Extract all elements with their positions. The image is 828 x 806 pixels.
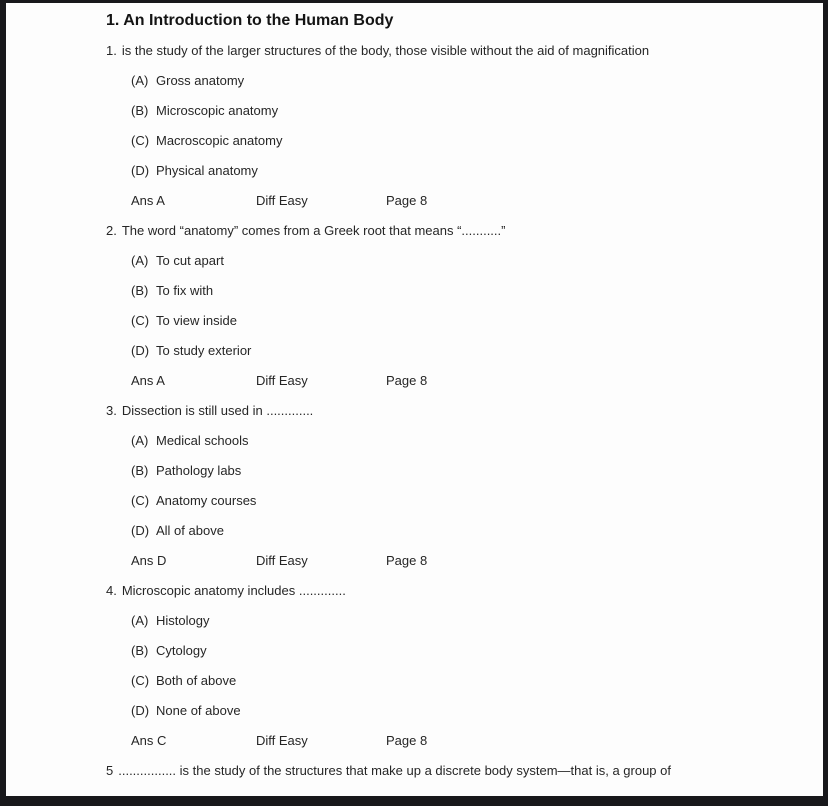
question-number: 1.: [106, 43, 117, 58]
option-row: [6, 66, 823, 96]
option-label: (A): [131, 613, 149, 628]
answer-label: Ans A: [131, 373, 165, 388]
option-row: [6, 246, 823, 276]
option-label: (B): [131, 643, 149, 658]
option-label: (D): [131, 163, 150, 178]
option-text: All of above: [156, 523, 224, 538]
question-text: Microscopic anatomy includes .............: [121, 583, 346, 598]
option-row: [6, 636, 823, 666]
answer-meta-row: [6, 546, 823, 576]
option-text: Pathology labs: [156, 463, 242, 478]
option-text: Medical schools: [156, 433, 249, 448]
question-number: 2.: [106, 223, 117, 238]
option-row: [6, 156, 823, 186]
question-text: The word “anatomy” comes from a Greek root that means “...........”: [121, 223, 506, 238]
option-text: To view inside: [156, 313, 237, 328]
question-number: 3.: [106, 403, 117, 418]
difficulty-label: Diff Easy: [256, 193, 308, 208]
question-line: [6, 756, 823, 786]
page-ref-label: Page 8: [386, 373, 428, 388]
difficulty-label: Diff Easy: [256, 373, 308, 388]
option-row: [6, 426, 823, 456]
option-text: To study exterior: [156, 343, 252, 358]
question-line: [6, 216, 823, 246]
option-label: (B): [131, 283, 149, 298]
question-block: [6, 756, 823, 786]
question-line: [6, 36, 823, 66]
option-row: [6, 336, 823, 366]
option-text: Both of above: [156, 673, 237, 688]
question-text: is the study of the larger structures of the body, those visible without the aid of magnification: [121, 43, 650, 58]
option-text: Macroscopic anatomy: [156, 133, 283, 148]
page-ref-label: Page 8: [386, 733, 428, 748]
option-row: [6, 276, 823, 306]
option-label: (C): [131, 313, 150, 328]
answer-label: Ans D: [131, 553, 167, 568]
option-row: [6, 516, 823, 546]
answer-label: Ans A: [131, 193, 165, 208]
option-text: Microscopic anatomy: [156, 103, 279, 118]
option-label: (D): [131, 703, 150, 718]
option-text: Gross anatomy: [156, 73, 245, 88]
document-page: [6, 3, 823, 796]
option-label: (B): [131, 463, 149, 478]
page-ref-label: Page 8: [386, 193, 428, 208]
question-block: [6, 216, 823, 396]
answer-label: Ans C: [131, 733, 167, 748]
question-block: [6, 36, 823, 216]
option-label: (A): [131, 433, 149, 448]
option-row: [6, 306, 823, 336]
difficulty-label: Diff Easy: [256, 553, 308, 568]
option-row: [6, 456, 823, 486]
answer-meta-row: [6, 366, 823, 396]
option-row: [6, 486, 823, 516]
option-text: To fix with: [156, 283, 214, 298]
option-label: (A): [131, 73, 149, 88]
question-block: [6, 576, 823, 756]
option-text: Anatomy courses: [156, 493, 257, 508]
question-text: ................ is the study of the structures that make up a discrete body system—that is, a group of: [118, 763, 671, 778]
option-label: (D): [131, 343, 150, 358]
question-number: 5: [106, 763, 114, 778]
option-text: Histology: [156, 613, 210, 628]
option-text: Cytology: [156, 643, 207, 658]
option-label: (A): [131, 253, 149, 268]
page-ref-label: Page 8: [386, 553, 428, 568]
option-text: Physical anatomy: [156, 163, 258, 178]
option-label: (D): [131, 523, 150, 538]
question-number: 4.: [106, 583, 117, 598]
question-line: [6, 576, 823, 606]
answer-meta-row: [6, 726, 823, 756]
option-row: [6, 126, 823, 156]
option-text: To cut apart: [156, 253, 224, 268]
option-row: [6, 696, 823, 726]
option-row: [6, 666, 823, 696]
option-row: [6, 606, 823, 636]
option-label: (C): [131, 673, 150, 688]
chapter-title: 1. An Introduction to the Human Body: [106, 12, 394, 29]
option-label: (C): [131, 493, 150, 508]
option-row: [6, 96, 823, 126]
question-block: [6, 396, 823, 576]
option-label: (B): [131, 103, 149, 118]
option-label: (C): [131, 133, 150, 148]
question-line: [6, 396, 823, 426]
answer-meta-row: [6, 186, 823, 216]
option-text: None of above: [156, 703, 241, 718]
question-text: Dissection is still used in .............: [121, 403, 314, 418]
difficulty-label: Diff Easy: [256, 733, 308, 748]
